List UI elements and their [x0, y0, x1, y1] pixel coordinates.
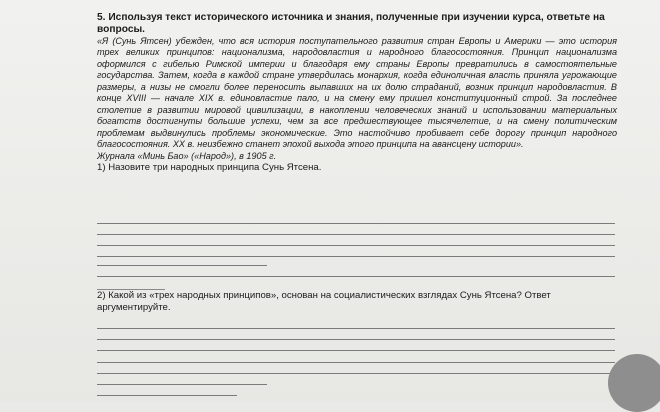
answer-line[interactable] [97, 384, 267, 385]
question-2: 2) Какой из «трех народных принципов», основан на социалистических взглядах Сунь Ятсена? Ответ аргументируйте. [97, 290, 551, 313]
question-1: 1) Назовите три народных принципа Сунь Ятсена. [97, 162, 322, 174]
task-block [97, 12, 617, 174]
question-2-block [97, 290, 617, 314]
answer-line[interactable] [97, 256, 615, 257]
source-quote: «Я (Сунь Ятсен) убежден, что вся история поступательного развития стран Европы и Америки — это история трех великих принципов: национализма, народовластия и народного благосостояния. Принцип национализма оформился с гибелью Римской империи и благодаря ему страны Европы превратились в самостоятельные государства. Затем, когда в каждой стране утвердилась монархия, когда единоличная власть приняла угрожающие размеры, а низы не смогли более переносить выпавших на их долю страданий, возник принцип народовластия. В конце XVIII — начале XIX в. единовластие пало, и на смену ему пришел конституционный строй. За последнее столетие в развитии мировой цивилизации, в накоплении человеческих знаний и использовании материальных богатств достигнуты большие успехи, чем за все предшествующее тысячелетие, и на смену политическим проблемам выдвинулись проблемы экономические. Это настойчиво пробивает себе дорогу принцип народного благосостояния. XX в. неизбежно станет эпохой выхода этого принципа на авансцену истории». [97, 36, 617, 150]
answer-line[interactable] [97, 362, 615, 363]
answer-line[interactable] [97, 245, 615, 246]
answer-line[interactable] [97, 350, 615, 351]
answer-line[interactable] [97, 265, 267, 266]
answer-line[interactable] [97, 234, 615, 235]
answer-line[interactable] [97, 223, 615, 224]
answer-line[interactable] [97, 276, 615, 277]
task-heading: 5. Используя текст исторического источника и знания, полученные при изучении курса, ответьте на вопросы. [97, 12, 605, 35]
answer-line[interactable] [97, 373, 615, 374]
source-citation: Журнала «Минь Бао» («Народ»), в 1905 г. [97, 150, 277, 161]
overlay-circle-button[interactable] [608, 354, 660, 412]
answer-line[interactable] [97, 328, 615, 329]
answer-line[interactable] [97, 395, 237, 396]
answer-line[interactable] [97, 339, 615, 340]
